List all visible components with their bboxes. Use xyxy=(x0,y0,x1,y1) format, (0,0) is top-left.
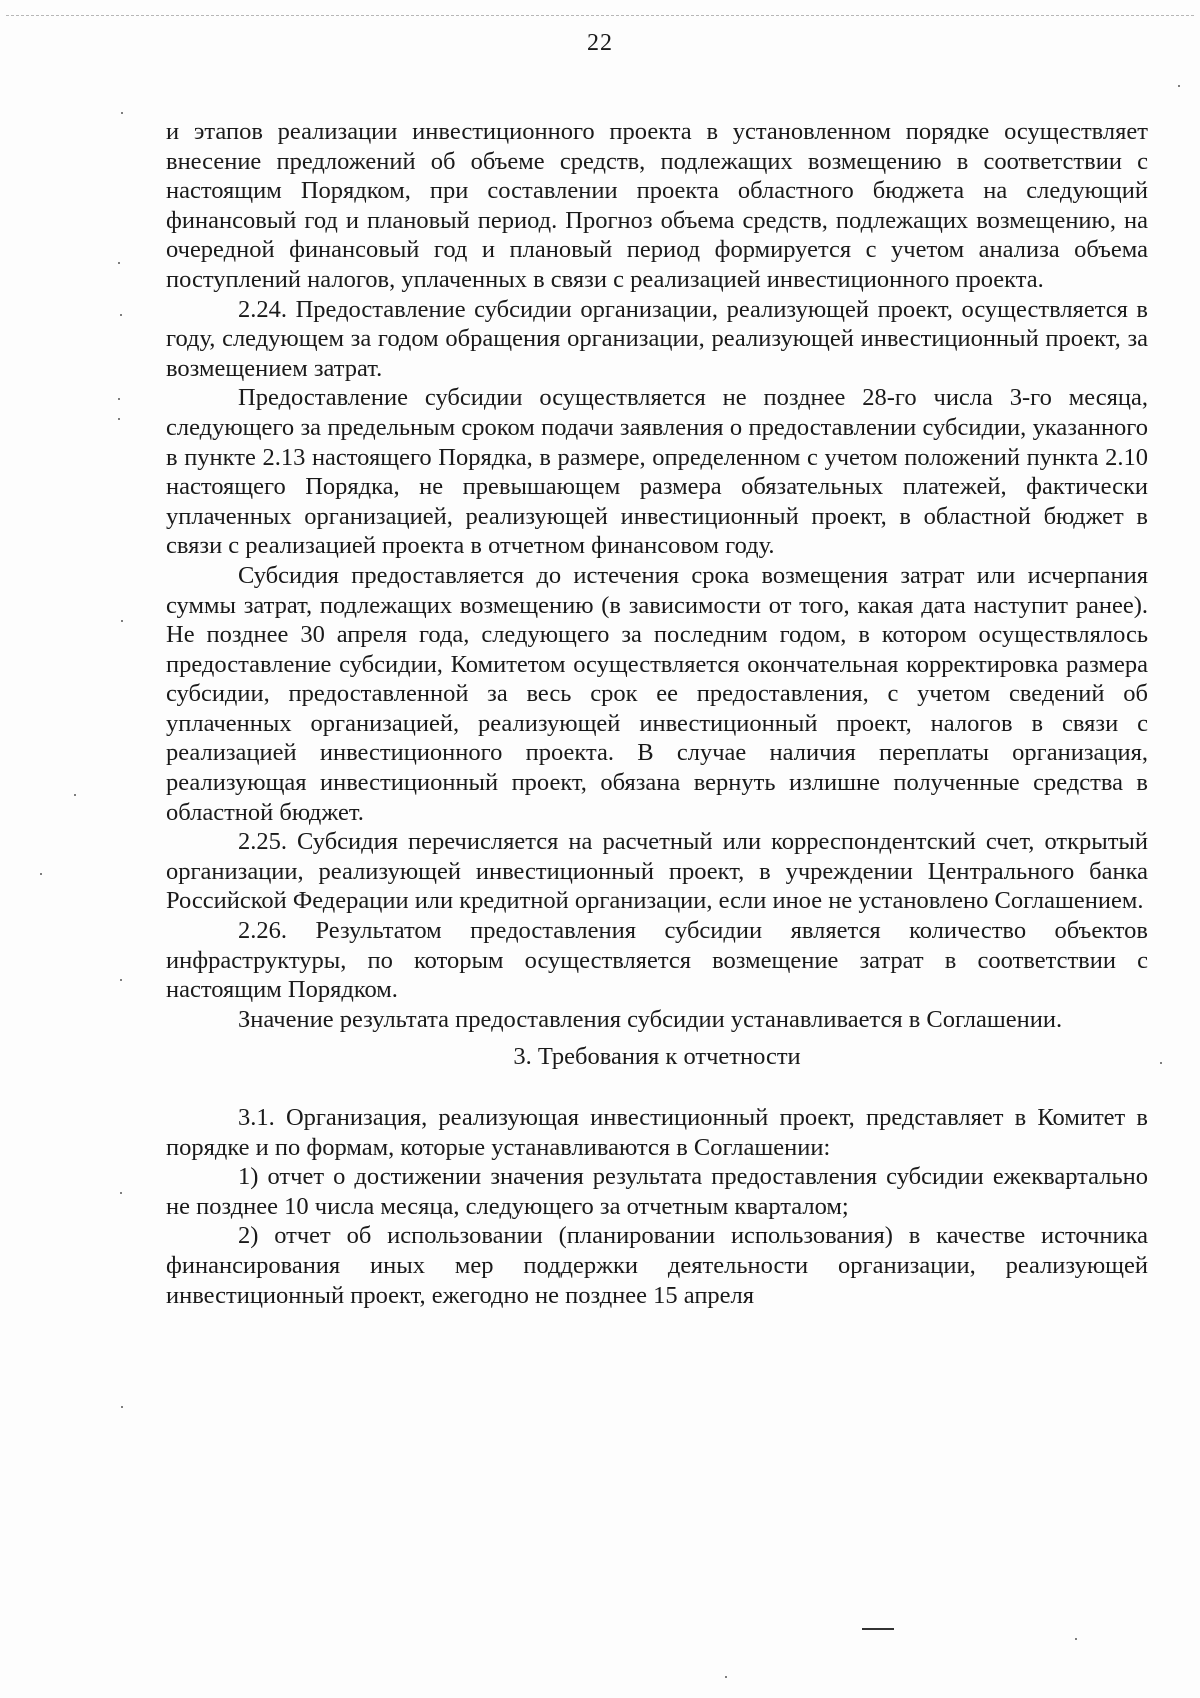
document-body xyxy=(166,117,1148,1310)
paragraph: 2) отчет об использовании (планировании использования) в качестве источника финансирования иных мер поддержки деятельности организации, реализующей инвестиционный проект, ежегодно не позднее 15 апреля xyxy=(166,1222,1148,1309)
paragraph: Значение результата предоставления субсидии устанавливается в Соглашении. xyxy=(238,1005,1063,1033)
scan-speck xyxy=(120,1192,122,1194)
scan-speck xyxy=(120,979,122,981)
section-heading: 3. Требования к отчетности xyxy=(513,1043,801,1071)
page-number: 22 xyxy=(587,30,613,56)
scan-speck xyxy=(725,1676,727,1678)
scan-speck xyxy=(121,1406,123,1408)
scan-speck xyxy=(121,112,123,114)
scan-speck xyxy=(121,620,123,622)
scan-border-line xyxy=(6,15,1194,16)
paragraph: 2.25. Субсидия перечисляется на расчетный или корреспондентский счет, открытый организации, реализующей инвестиционный проект, в учреждении Центрального банка Российской Федерации или кредитной организации, если иное не установлено Соглашением. xyxy=(166,828,1148,915)
scan-speck xyxy=(118,262,120,264)
scan-speck xyxy=(74,794,76,796)
paragraph: 2.26. Результатом предоставления субсидии является количество объектов инфраструктуры, по которым осуществляется возмещение затрат в соответствии с настоящим Порядком. xyxy=(166,917,1148,1004)
scan-speck xyxy=(118,398,120,400)
scan-speck xyxy=(118,418,120,420)
paragraph: 2.24. Предоставление субсидии организации, реализующей проект, осуществляется в году, следующем за годом обращения организации, реализующей инвестиционный проект, за возмещением затрат. xyxy=(166,295,1148,382)
scan-speck xyxy=(1160,1062,1162,1064)
paragraph: Предоставление субсидии осуществляется не позднее 28-го числа 3-го месяца, следующего за предельным сроком подачи заявления о предоставлении субсидии, указанного в пункте 2.13 настоящего Порядка, в размере, определенном с учетом положений пункта 2.10 настоящего Порядка, не превышающем размера обязательных платежей, фактически уплаченных организацией, реализующей инвестиционный проект, в областной бюджет в связи с реализацией проекта в отчетном финансовом году. xyxy=(166,384,1148,560)
scan-speck xyxy=(40,873,42,875)
scan-speck xyxy=(120,314,122,316)
paragraph: 1) отчет о достижении значения результата предоставления субсидии ежеквартально не позднее 10 числа месяца, следующего за отчетным кварталом; xyxy=(166,1163,1148,1220)
paragraph: Субсидия предоставляется до истечения срока возмещения затрат или исчерпания суммы затрат, подлежащих возмещению (в зависимости от того, какая дата наступит ранее). Не позднее 30 апреля года, следующего за последним годом, в котором осуществлялось предоставление субсидии, Комитетом осуществляется окончательная корректировка размера субсидии, предоставленной за весь срок ее предоставления, с учетом сведений об уплаченных организацией, реализующей инвестиционный проект, налогов в связи с реализацией инвестиционного проекта. В случае наличия переплаты организация, реализующая инвестиционный проект, обязана вернуть излишне полученные средства в областной бюджет. xyxy=(166,561,1148,826)
paragraph: 3.1. Организация, реализующая инвестиционный проект, представляет в Комитет в порядке и по формам, которые устанавливаются в Соглашении: xyxy=(166,1104,1148,1161)
scan-speck xyxy=(1075,1638,1077,1640)
paragraph: и этапов реализации инвестиционного проекта в установленном порядке осуществляет внесение предложений об объеме средств, подлежащих возмещению в соответствии с настоящим Порядком, при составлении проекта областного бюджета на следующий финансовый год и плановый период. Прогноз объема средств, подлежащих возмещению, на очередной финансовый год и плановый период формируется с учетом анализа объема поступлений налогов, уплаченных в связи с реализацией инвестиционного проекта. xyxy=(166,118,1148,293)
scan-speck xyxy=(1178,85,1180,87)
footer-rule xyxy=(862,1628,894,1630)
